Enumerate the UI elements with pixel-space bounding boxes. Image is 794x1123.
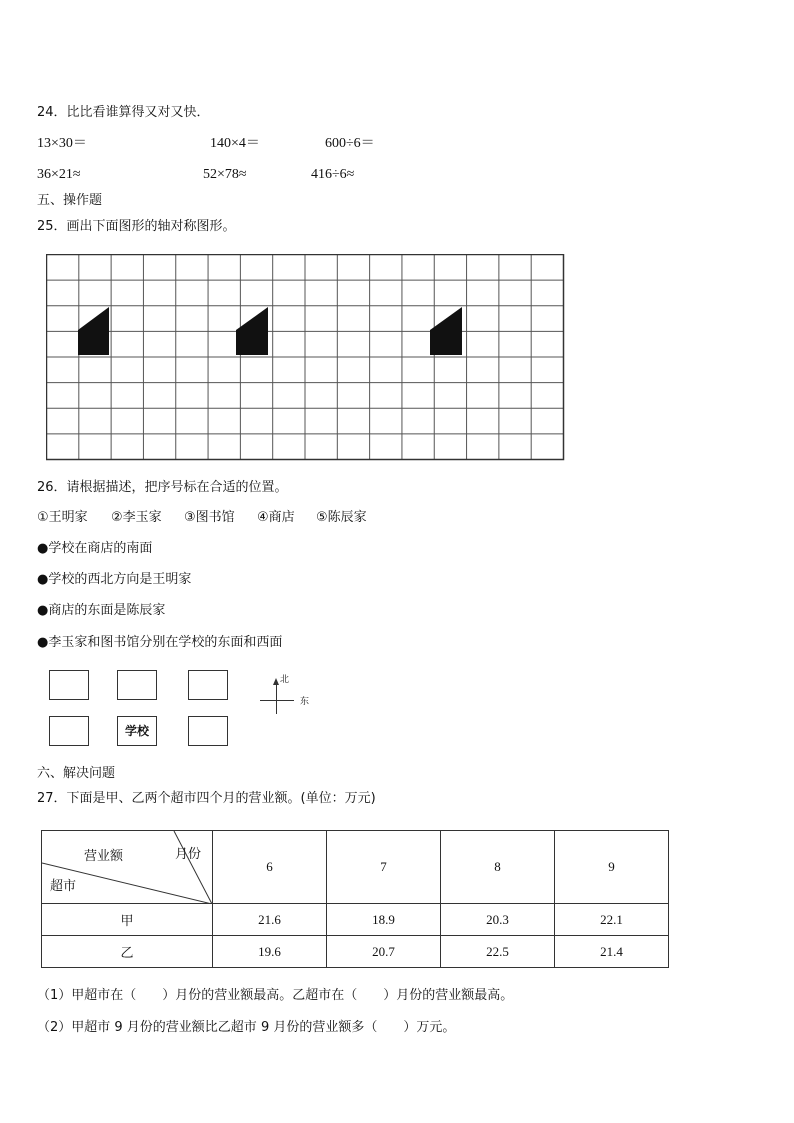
month-header: 7 [327,831,441,904]
market-name: 甲 [42,904,213,936]
school-box: 学校 [117,716,157,746]
map-box [117,670,157,700]
clue-item: ●学校的西北方向是王明家 [37,572,192,587]
legend-item: ②李玉家 [111,510,162,525]
month-header: 6 [213,831,327,904]
section-heading-6: 六、解决问题 [37,766,116,781]
table-cell: 20.3 [441,904,555,936]
drawing-grid [46,254,566,466]
legend-item: ⑤陈辰家 [316,510,367,525]
calc-item: 36×21≈ [37,167,81,182]
revenue-table [41,830,669,968]
table-cell: 22.5 [441,936,555,968]
compass [256,674,316,718]
table-cell: 18.9 [327,904,441,936]
map-box [188,716,228,746]
header-diagonal-cell [42,831,213,904]
table-row [42,936,669,968]
map-box [49,670,89,700]
table-row [42,904,669,936]
calc-item: 600÷6＝ [325,136,375,151]
map-box [49,716,89,746]
table-cell: 20.7 [327,936,441,968]
map-box [188,670,228,700]
legend-item: ③图书馆 [184,510,235,525]
compass-north-label: 北 [280,675,290,685]
month-header: 8 [441,831,555,904]
q24-title: 24．比比看谁算得又对又快． [37,105,210,120]
section-heading-5: 五、操作题 [37,193,103,208]
q27-title: 27．下面是甲、乙两个超市四个月的营业额。(单位：万元) [37,791,376,806]
legend-item: ④商店 [257,510,295,525]
calc-item: 140×4＝ [210,136,260,151]
q27-sub1: （1）甲超市在（ ）月份的营业额最高。乙超市在（ ）月份的营业额最高。 [37,988,514,1003]
q26-title: 26．请根据描述，把序号标在合适的位置。 [37,480,288,495]
calc-item: 52×78≈ [203,167,247,182]
header-month: 月份 [175,847,202,862]
table-cell: 22.1 [555,904,669,936]
table-cell: 21.6 [213,904,327,936]
clue-item: ●商店的东面是陈辰家 [37,603,166,618]
compass-east-label: 东 [300,697,310,707]
table-cell: 21.4 [555,936,669,968]
shape-1 [78,307,109,355]
calc-item: 416÷6≈ [311,167,355,182]
clue-item: ●学校在商店的南面 [37,541,153,556]
calc-item: 13×30＝ [37,136,87,151]
legend-item: ①王明家 [37,510,88,525]
clue-item: ●李玉家和图书馆分别在学校的东面和西面 [37,635,283,650]
month-header: 9 [555,831,669,904]
market-name: 乙 [42,936,213,968]
header-market: 超市 [50,879,77,894]
q27-sub2: （2）甲超市 9 月份的营业额比乙超市 9 月份的营业额多（ ）万元。 [37,1020,456,1035]
q25-title: 25．画出下面图形的轴对称图形。 [37,219,236,234]
header-revenue: 营业额 [84,849,124,864]
position-map [46,668,316,752]
shape-3 [430,307,462,355]
table-cell: 19.6 [213,936,327,968]
